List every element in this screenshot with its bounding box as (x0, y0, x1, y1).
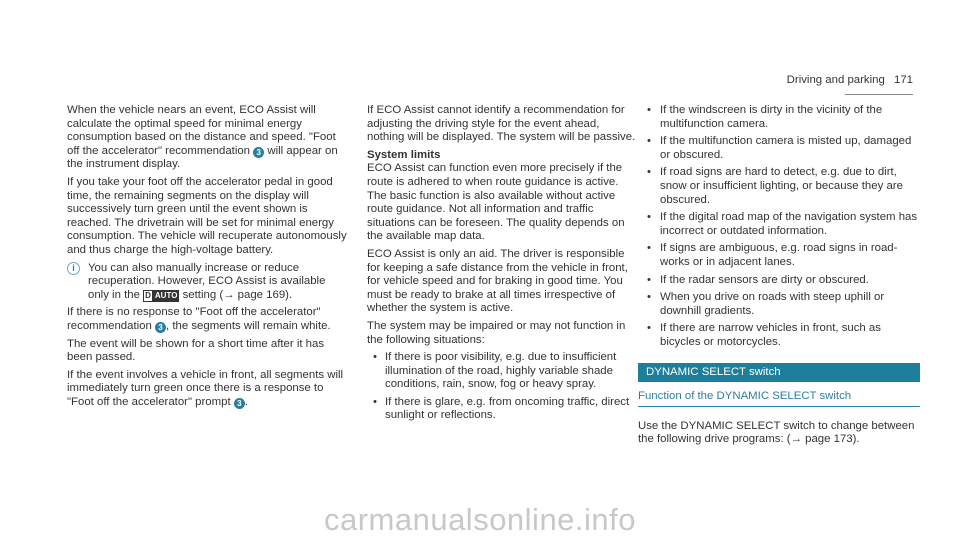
watermark: carmanualsonline.info (323, 502, 637, 537)
paragraph: If ECO Assist cannot identify a recommendation for adjusting the driving style for the event ahead, nothing will be displayed. The system will be passive. (367, 104, 636, 144)
page-header (787, 74, 913, 88)
text: You can also manually increase or reduce recuperation. However, ECO Assist is available only in the (88, 261, 326, 301)
system-limits-heading: System limits (367, 148, 441, 161)
subsection-title: Function of the DYNAMIC SELECT switch (638, 390, 920, 407)
paragraph: The system may be impaired or may not function in the following situations: (367, 319, 626, 346)
text: If there is no response to "Foot off the accelerator" recommendation (67, 306, 321, 332)
list-item: • If there are narrow vehicles in front, such as bicycles or motorcycles. (638, 322, 920, 349)
text: . (244, 395, 248, 408)
list-item: • If the windscreen is dirty in the vicinity of the multifunction camera. (638, 104, 920, 131)
paragraph: ECO Assist is only an aid. The driver is responsible for keeping a safe distance from the vehicle in front, for vehicle speed and for braking in good time. You must be ready to brake at all times irrespective of whether the system is active. (367, 247, 628, 315)
bullet-list (638, 104, 920, 350)
column-1 (67, 104, 349, 413)
text: , the segments will remain white. (166, 319, 331, 332)
text: If the event involves a vehicle in front, all segments will immediately turn green once there is a response to "Foot off the accelerator" prompt (67, 368, 344, 408)
header-title: Driving and parking (786, 74, 885, 86)
paragraph (67, 306, 349, 333)
column-2 (367, 104, 637, 427)
list-item: • If signs are ambiguous, e.g. road signs in road-works or in adjacent lanes. (638, 242, 920, 269)
info-note (67, 262, 349, 303)
paragraph: If you take your foot off the accelerator pedal in good time, the remaining segments on the display will successively turn green until the event shown is reached. The drivetrain will be set for minimal energy consumption. The vehicle will recuperate autonomously and thus charge the high-voltage battery. (67, 175, 347, 256)
paragraph: Use the DYNAMIC SELECT switch to change between the following drive programs: (→ page 173). (638, 419, 915, 446)
list-item: • When you drive on roads with steep uphill or downhill gradients. (638, 291, 920, 318)
auto-mode-icon: AUTO (154, 290, 178, 300)
list-item: • If there is poor visibility, e.g. due to insufficient illumination of the road, highly variable shade conditions, rain, snow, fog or heavy spray. (367, 351, 637, 392)
text: will appear on the instrument display. (67, 144, 338, 171)
column-3 (638, 104, 920, 451)
paragraph (67, 369, 349, 410)
info-icon: i (67, 262, 80, 275)
callout-badge: 3 (253, 147, 264, 158)
bullet-list (367, 351, 637, 423)
callout-badge: 3 (234, 398, 245, 409)
paragraph: The event will be shown for a short time after it has been passed. (67, 337, 325, 364)
paragraph: ECO Assist can function even more precisely if the route is adhered to when route guidance is active. The basic function is also available without active route guidance. Not all information and traffic situations can be foreseen. The quality depends on the available map data. (367, 162, 625, 243)
list-item: • If road signs are hard to detect, e.g. due to dirt, snow or insufficient lighting, or because they are obscured. (638, 166, 920, 207)
paragraph (67, 104, 349, 172)
page-number: 171 (893, 74, 913, 86)
list-item: • If the digital road map of the navigation system has incorrect or outdated information. (638, 211, 920, 238)
callout-badge: 3 (155, 322, 166, 333)
drive-mode-d-icon: D (145, 290, 151, 300)
list-item: • If the multifunction camera is misted up, damaged or obscured. (638, 135, 920, 162)
list-item: • If the radar sensors are dirty or obscured. (638, 274, 920, 288)
list-item: • If there is glare, e.g. from oncoming traffic, direct sunlight or reflections. (367, 396, 637, 423)
text: setting (→ page 169). (182, 288, 293, 301)
header-rule (845, 94, 913, 95)
text: When the vehicle nears an event, ECO Assist will calculate the optimal speed for minimal energy consumption based on the distance and speed. "Foot off the accelerator" recommendation (67, 104, 336, 157)
section-title-bar: DYNAMIC SELECT switch (638, 363, 920, 383)
